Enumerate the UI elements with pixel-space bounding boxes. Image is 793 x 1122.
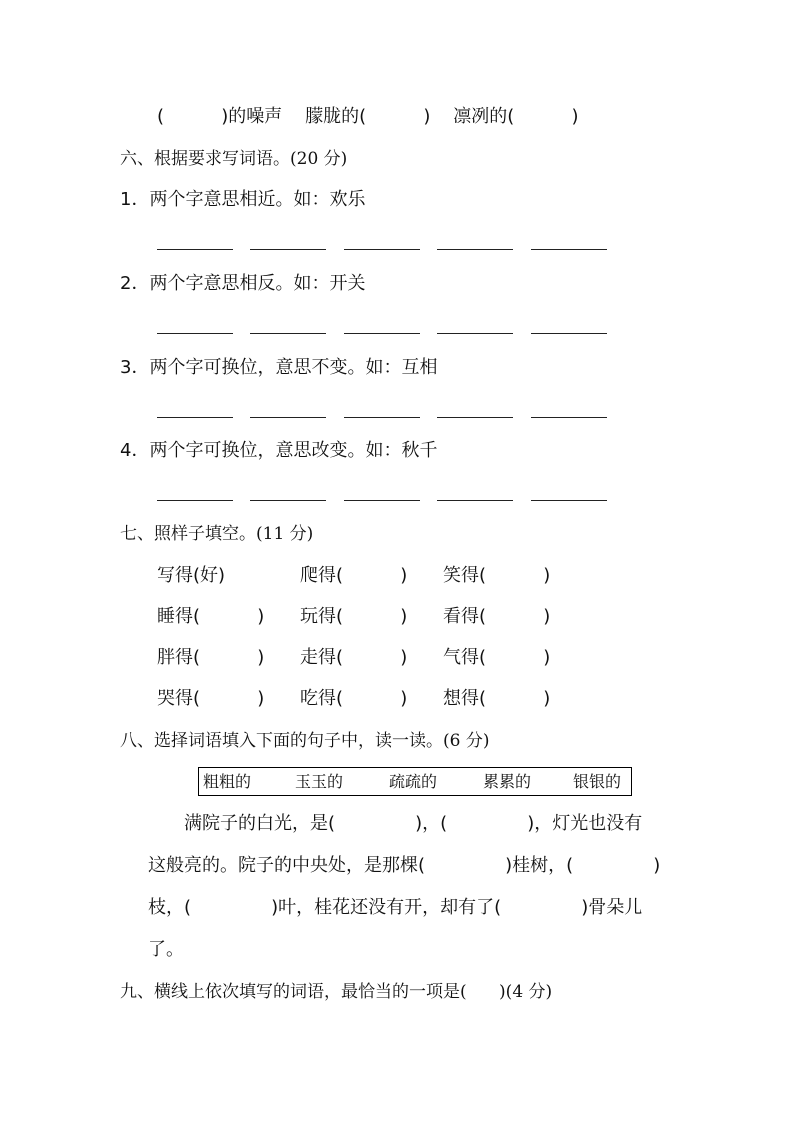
fill-cell: 写得(好) — [157, 565, 226, 586]
word-option: 玉玉的 — [295, 772, 344, 791]
section6-item-4: 4．两个字可换位，意思改变。如：秋千 — [120, 440, 438, 461]
word-option: 银银的 — [573, 772, 622, 791]
fill-cell[interactable]: 吃得( ) — [300, 688, 408, 709]
answer-blank[interactable] — [157, 417, 233, 418]
passage-line: 满院子的白光，是( )，( )，灯光也没有 — [184, 813, 643, 834]
answer-blank[interactable] — [437, 500, 513, 501]
section6-item-2: 2．两个字意思相反。如：开关 — [120, 273, 366, 294]
answer-blank[interactable] — [157, 500, 233, 501]
fill-cell[interactable]: 笑得( ) — [443, 565, 551, 586]
passage-line: 了。 — [148, 939, 184, 960]
answer-blank[interactable] — [531, 333, 607, 334]
section6-item-3: 3．两个字可换位，意思不变。如：互相 — [120, 357, 438, 378]
fill-cell[interactable]: 走得( ) — [300, 647, 408, 668]
fill-cell[interactable]: 胖得( ) — [157, 647, 265, 668]
answer-blank[interactable] — [437, 417, 513, 418]
answer-blank[interactable] — [250, 417, 326, 418]
fill-cell[interactable]: 哭得( ) — [157, 688, 265, 709]
answer-blank[interactable] — [531, 417, 607, 418]
fill-cell[interactable]: 想得( ) — [443, 688, 551, 709]
section8-heading: 八、选择词语填入下面的句子中，读一读。(6 分) — [120, 731, 490, 751]
answer-blank[interactable] — [531, 249, 607, 250]
fill-cell[interactable]: 气得( ) — [443, 647, 551, 668]
word-option: 粗粗的 — [203, 772, 252, 791]
answer-blank[interactable] — [250, 333, 326, 334]
section7-heading: 七、照样子填空。(11 分) — [120, 524, 314, 544]
answer-blank[interactable] — [437, 249, 513, 250]
section9-heading: 九、横线上依次填写的词语，最恰当的一项是( )(4 分) — [120, 982, 553, 1002]
answer-blank[interactable] — [344, 249, 420, 250]
section6-item-1: 1．两个字意思相近。如：欢乐 — [120, 189, 366, 210]
answer-blank[interactable] — [344, 500, 420, 501]
word-option: 累累的 — [483, 772, 532, 791]
passage-line: 这般亮的。院子的中央处，是那棵( )桂树，( ) — [148, 855, 661, 876]
answer-blank[interactable] — [157, 249, 233, 250]
answer-blank[interactable] — [437, 333, 513, 334]
fill-cell[interactable]: 睡得( ) — [157, 606, 265, 627]
answer-blank[interactable] — [344, 417, 420, 418]
answer-blank[interactable] — [531, 500, 607, 501]
word-option: 疏疏的 — [389, 772, 438, 791]
answer-blank[interactable] — [250, 500, 326, 501]
answer-blank[interactable] — [157, 333, 233, 334]
fill-cell[interactable]: 爬得( ) — [300, 565, 408, 586]
fill-cell[interactable]: 玩得( ) — [300, 606, 408, 627]
answer-blank[interactable] — [250, 249, 326, 250]
answer-blank[interactable] — [344, 333, 420, 334]
fill-cell[interactable]: 看得( ) — [443, 606, 551, 627]
section6-heading: 六、根据要求写词语。(20 分) — [120, 149, 348, 169]
intro-line: ( )的噪声 朦胧的( ) 凛冽的( ) — [157, 106, 579, 127]
passage-line: 枝，( )叶，桂花还没有开，却有了( )骨朵儿 — [148, 897, 643, 918]
word-bank — [198, 767, 632, 796]
